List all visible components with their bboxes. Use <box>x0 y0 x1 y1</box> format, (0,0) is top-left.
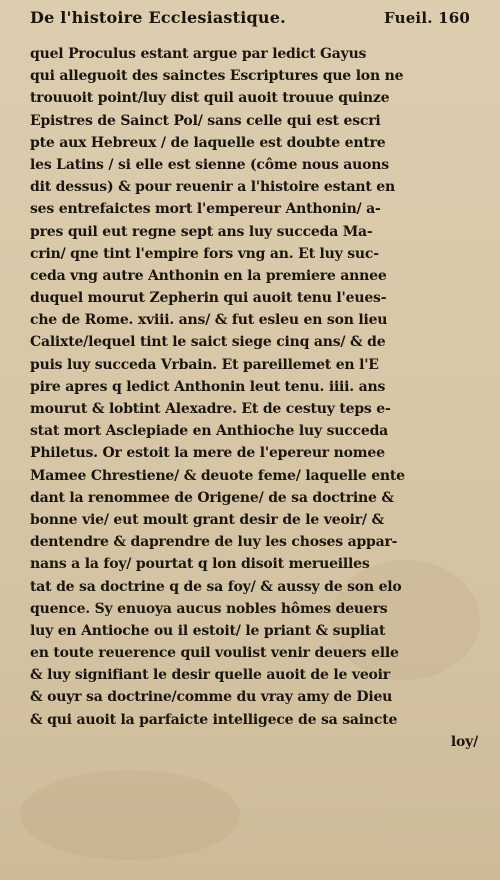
folio-number: Fueil. 160 <box>384 9 470 27</box>
text-line: pire apres q ledict Anthonin leut tenu. iiii. ans <box>30 378 386 395</box>
text-line: mourut & lobtint Alexadre. Et de cestuy teps e- <box>30 401 391 417</box>
text-line: Philetus. Or estoit la mere de l'epereur nomee <box>30 445 385 462</box>
text-line: tat de sa doctrine q de sa foy/ & aussy de son elo <box>30 578 402 595</box>
text-line: dant la renommee de Origene/ de sa doctrine & <box>30 489 394 506</box>
text-line: trouuoit point/luy dist quil auoit trouue quinze <box>30 90 390 107</box>
running-title: De l'histoire Ecclesiastique. <box>30 8 286 27</box>
text-line: dentendre & daprendre de luy les choses appar- <box>30 534 398 551</box>
text-line: crin/ qne tint l'empire fors vng an. Et luy suc- <box>30 245 379 262</box>
text-line: bonne vie/ eut moult grant desir de le veoir/ & <box>30 511 384 528</box>
text-line: puis luy succeda Vrbain. Et pareillemet en l'E <box>30 356 379 373</box>
text-line: les Latins / si elle est sienne (côme nous auons <box>30 156 389 173</box>
text-line: duquel mourut Zepherin qui auoit tenu l'eues- <box>30 290 387 307</box>
text-line: pres quil eut regne sept ans luy succeda Ma- <box>30 223 373 240</box>
text-line: che de Rome. xviii. ans/ & fut esleu en son lieu <box>30 312 388 329</box>
text-line: quel Proculus estant argue par ledict Gayus <box>30 46 367 62</box>
text-line: ses entrefaictes mort l'empereur Anthonin/ a- <box>30 201 381 218</box>
text-line: pte aux Hebreux / de laquelle est doubte entre <box>30 134 386 151</box>
text-line: nans a la foy/ pourtat q lon disoit merueilles <box>30 556 370 573</box>
text-line: Calixte/lequel tint le saict siege cinq ans/ & de <box>30 334 386 351</box>
text-line: loy/ <box>450 733 478 750</box>
text-line: & luy signifiant le desir quelle auoit de le veoir <box>30 667 390 684</box>
text-line: & qui auoit la parfaicte intelligece de sa saincte <box>30 711 398 728</box>
paper-stain <box>20 770 240 860</box>
text-line: en toute reuerence quil voulist venir deuers elle <box>30 645 399 662</box>
text-block <box>30 43 478 753</box>
text-line: luy en Antioche ou il estoit/ le priant & supliat <box>30 622 386 639</box>
text-line: stat mort Asclepiade en Anthioche luy succeda <box>30 423 389 440</box>
text-line: ceda vng autre Anthonin en la premiere annee <box>30 267 387 284</box>
text-line: quence. Sy enuoya aucus nobles hômes deuers <box>30 600 388 617</box>
text-line: Mamee Chrestiene/ & deuote feme/ laquelle ente <box>30 467 405 484</box>
text-line: & ouyr sa doctrine/comme du vray amy de Dieu <box>30 689 393 706</box>
text-line: dit dessus) & pour reuenir a l'histoire estant en <box>30 179 395 196</box>
text-line: Epistres de Sainct Pol/ sans celle qui est escri <box>30 112 381 129</box>
text-line: qui alleguoit des sainctes Escriptures que lon ne <box>30 68 404 85</box>
running-header <box>30 8 470 27</box>
